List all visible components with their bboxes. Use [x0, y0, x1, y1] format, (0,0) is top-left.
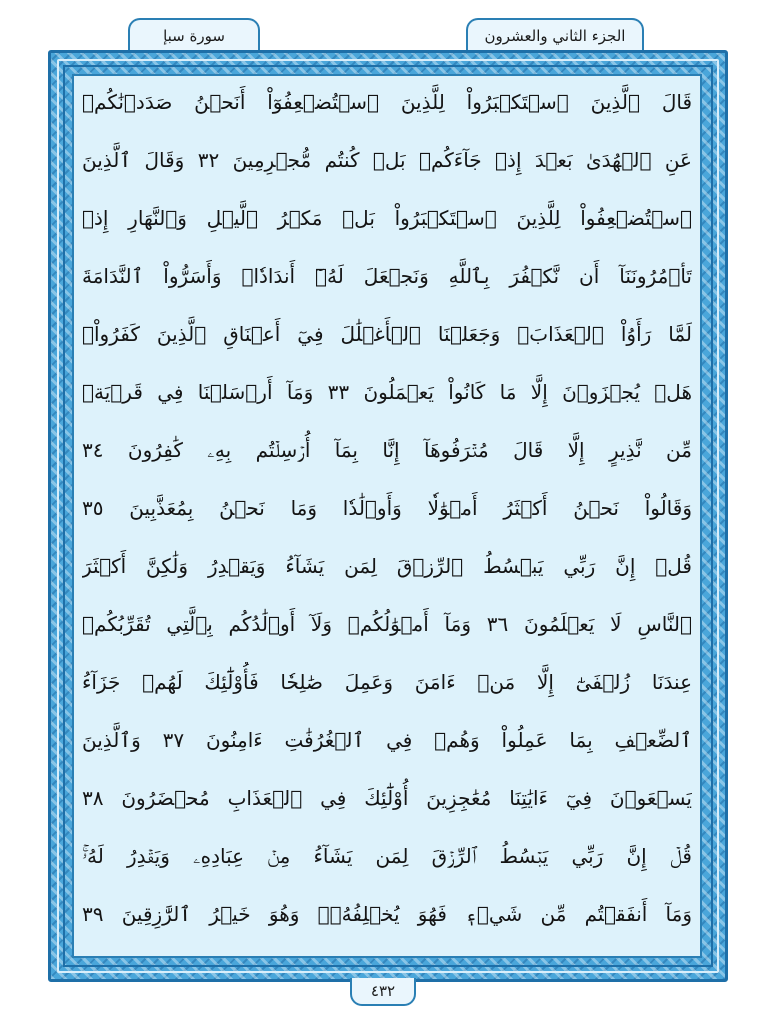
surah-name: سورة سبإ — [163, 27, 225, 45]
verse-line: قُلۡ إِنَّ رَبِّي يَبۡسُطُ ٱلرِّزۡقَ لِمَن يَشَآءُ مِنۡ عِبَادِهِۦ وَيَقۡدِرُ لَهُۥۚ — [82, 844, 692, 868]
verse-line: ٱلنَّاسِ لَا يَعۡلَمُونَ ٣٦ وَمَآ أَمۡوَٰلُكُمۡ وَلَآ أَوۡلَٰدُكُم بِٱلَّتِي تُقَرِّبُكُمۡ — [82, 612, 692, 636]
verse-line: وَمَآ أَنفَقۡتُم مِّن شَيۡءٖ فَهُوَ يُخۡلِفُهُۥۖ وَهُوَ خَيۡرُ ٱلرَّٰزِقِينَ ٣٩ — [82, 902, 692, 926]
page-number: ٤٣٢ — [370, 982, 396, 1000]
quran-text-panel — [72, 74, 702, 958]
verse-line: ٱسۡتُضۡعِفُواْ لِلَّذِينَ ٱسۡتَكۡبَرُواْ بَلۡ مَكۡرُ ٱلَّيۡلِ وَٱلنَّهَارِ إِذۡ — [82, 206, 692, 230]
verse-line: ٱلضِّعۡفِ بِمَا عَمِلُواْ وَهُمۡ فِي ٱلۡغُرُفَٰتِ ءَامِنُونَ ٣٧ وَٱلَّذِينَ — [82, 728, 692, 752]
juz-name-tab — [466, 18, 644, 52]
verse-line: وَقَالُواْ نَحۡنُ أَكۡثَرُ أَمۡوَٰلٗا وَأَوۡلَٰدٗا وَمَا نَحۡنُ بِمُعَذَّبِينَ ٣٥ — [82, 496, 692, 520]
verse-line: عِندَنَا زُلۡفَىٰٓ إِلَّا مَنۡ ءَامَنَ وَعَمِلَ صَٰلِحٗا فَأُوْلَٰٓئِكَ لَهُمۡ جَزَآءُ — [82, 670, 692, 694]
verse-line: قَالَ ٱلَّذِينَ ٱسۡتَكۡبَرُواْ لِلَّذِينَ ٱسۡتُضۡعِفُوٓاْ أَنَحۡنُ صَدَدۡنَٰكُمۡ — [82, 90, 692, 114]
surah-name-tab — [128, 18, 260, 52]
verse-line: قُلۡ إِنَّ رَبِّي يَبۡسُطُ ٱلرِّزۡقَ لِمَن يَشَآءُ وَيَقۡدِرُ وَلَٰكِنَّ أَكۡثَرَ — [82, 554, 692, 578]
juz-name: الجزء الثاني والعشرون — [484, 27, 626, 45]
verse-line: مِّن نَّذِيرٍ إِلَّا قَالَ مُتۡرَفُوهَآ إِنَّا بِمَآ أُرۡسِلۡتُم بِهِۦ كَٰفِرُونَ ٣٤ — [82, 438, 692, 462]
verse-line: لَمَّا رَأَوُاْ ٱلۡعَذَابَۚ وَجَعَلۡنَا ٱلۡأَغۡلَٰلَ فِيٓ أَعۡنَاقِ ٱلَّذِينَ كَفَرُواْۚ — [82, 322, 692, 346]
verse-line: عَنِ ٱلۡهُدَىٰ بَعۡدَ إِذۡ جَآءَكُمۖ بَلۡ كُنتُم مُّجۡرِمِينَ ٣٢ وَقَالَ ٱلَّذِينَ — [82, 148, 692, 172]
page-number-tab — [350, 978, 416, 1006]
verse-line: تَأۡمُرُونَنَآ أَن نَّكۡفُرَ بِٱللَّهِ وَنَجۡعَلَ لَهُۥٓ أَندَادٗاۚ وَأَسَرُّواْ ٱلنَّدَامَةَ — [82, 264, 692, 288]
verse-line: يَسۡعَوۡنَ فِيٓ ءَايَٰتِنَا مُعَٰجِزِينَ أُوْلَٰٓئِكَ فِي ٱلۡعَذَابِ مُحۡضَرُونَ ٣٨ — [82, 786, 692, 810]
verse-line: هَلۡ يُجۡزَوۡنَ إِلَّا مَا كَانُواْ يَعۡمَلُونَ ٣٣ وَمَآ أَرۡسَلۡنَا فِي قَرۡيَةٖ — [82, 380, 692, 404]
